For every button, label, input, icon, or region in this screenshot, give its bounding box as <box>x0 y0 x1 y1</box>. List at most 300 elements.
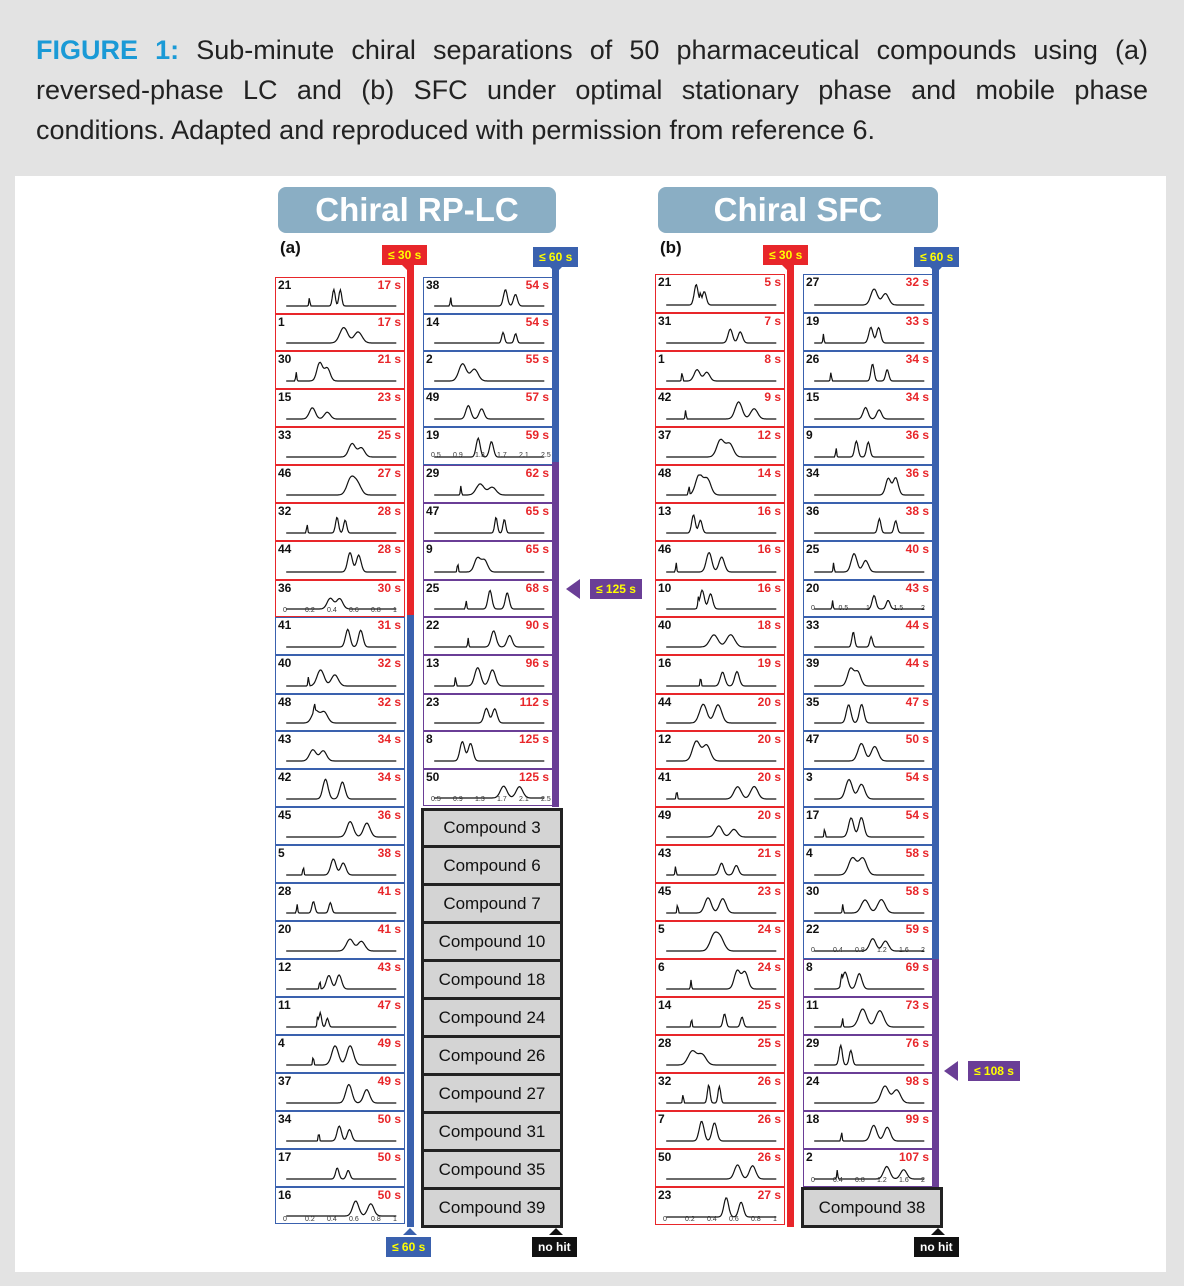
panel-b-col2-chromatogram-15 <box>803 389 933 427</box>
analysis-time: 20 s <box>757 732 781 746</box>
trace-line <box>286 859 396 875</box>
axis-tick-label: 0.6 <box>349 1216 359 1223</box>
analysis-time: 24 s <box>757 922 781 936</box>
analysis-time: 38 s <box>377 846 401 860</box>
analysis-time: 19 s <box>757 656 781 670</box>
trace-line <box>286 670 396 686</box>
panel-a-tag-30s-pointer <box>402 265 414 271</box>
compound-id: 19 <box>426 428 440 442</box>
analysis-time: 44 s <box>905 656 929 670</box>
trace-line <box>814 365 924 382</box>
compound-id: 47 <box>806 732 820 746</box>
analysis-time: 38 s <box>905 504 929 518</box>
compound-id: 50 <box>658 1150 672 1164</box>
analysis-time: 18 s <box>757 618 781 632</box>
analysis-time: 25 s <box>757 998 781 1012</box>
panel-a-no-hit-compound: Compound 3 <box>421 808 563 848</box>
analysis-time: 26 s <box>757 1150 781 1164</box>
compound-id: 22 <box>426 618 440 632</box>
panel-a-tag-30s: ≤ 30 s <box>382 245 427 265</box>
analysis-time: 98 s <box>905 1074 929 1088</box>
trace-line <box>434 631 544 647</box>
compound-id: 5 <box>278 846 285 860</box>
panel-b-60s-bar <box>932 262 939 959</box>
compound-id: 28 <box>278 884 292 898</box>
panel-a-col2-chromatogram-14 <box>423 314 553 351</box>
trace-line <box>666 402 776 419</box>
panel-a-col1-chromatogram-43 <box>275 731 405 769</box>
axis-tick-label: 0.9 <box>453 452 463 459</box>
trace-line <box>286 328 396 343</box>
panel-b-col2-chromatogram-34 <box>803 465 933 503</box>
axis-tick-label: 1.5 <box>893 605 904 612</box>
trace-line <box>286 902 396 913</box>
trace-line <box>666 635 776 647</box>
analysis-time: 32 s <box>905 275 929 289</box>
analysis-time: 43 s <box>905 581 929 595</box>
panel-a-no-hit-compound: Compound 24 <box>421 997 563 1038</box>
analysis-time: 41 s <box>377 922 401 936</box>
trace-line <box>814 668 924 686</box>
analysis-time: 58 s <box>905 884 929 898</box>
panel-b-col2-chromatogram-3 <box>803 769 933 807</box>
axis-tick-label: 1 <box>866 605 870 612</box>
panel-a-no-hit-compound: Compound 39 <box>421 1187 563 1228</box>
analysis-time: 17 s <box>377 315 401 329</box>
trace-line <box>814 289 924 305</box>
panel-b-col1-bottom-time-axis <box>655 1216 785 1228</box>
panel-a-tag-60s-top: ≤ 60 s <box>533 247 578 267</box>
compound-id: 1 <box>658 352 665 366</box>
panel-a-col2-chromatogram-29 <box>423 465 553 503</box>
analysis-time: 30 s <box>377 581 401 595</box>
analysis-time: 28 s <box>377 542 401 556</box>
trace-line <box>814 441 924 457</box>
compound-id: 31 <box>658 314 672 328</box>
compound-id: 46 <box>658 542 672 556</box>
trace-line <box>666 285 776 305</box>
trace-line <box>286 1126 396 1141</box>
panel-b-col2-chromatogram-29 <box>803 1035 933 1073</box>
panel-b-col1-chromatogram-7 <box>655 1111 785 1149</box>
panel-b-30s-bar <box>787 262 794 1227</box>
panel-a-col2-chromatogram-49 <box>423 389 553 427</box>
panel-b-tag-60s-top: ≤ 60 s <box>914 247 959 267</box>
panel-b-col2-chromatogram-18 <box>803 1111 933 1149</box>
compound-id: 37 <box>278 1074 292 1088</box>
analysis-time: 5 s <box>764 275 781 289</box>
axis-tick-label: 2.1 <box>519 452 529 459</box>
panel-b-col1-chromatogram-43 <box>655 845 785 883</box>
panel-a-tag-125s-pointer <box>566 579 580 599</box>
trace-line <box>434 290 544 306</box>
panel-a-no-hit-compound: Compound 7 <box>421 883 563 924</box>
figure-panel <box>15 176 1166 1272</box>
compound-id: 29 <box>426 466 440 480</box>
compound-id: 20 <box>278 922 292 936</box>
compound-id: 5 <box>658 922 665 936</box>
analysis-time: 27 s <box>377 466 401 480</box>
analysis-time: 26 s <box>757 1074 781 1088</box>
panel-b-col2-chromatogram-4 <box>803 845 933 883</box>
compound-id: 32 <box>658 1074 672 1088</box>
compound-id: 11 <box>278 998 291 1012</box>
panel-a-label: (a) <box>280 238 301 257</box>
axis-tick-label: 1.3 <box>475 452 485 459</box>
panel-a-col1-mid-time-axis <box>275 607 405 619</box>
compound-id: 44 <box>658 695 672 709</box>
panel-a-col1-chromatogram-46 <box>275 465 405 503</box>
axis-tick-label: 1.2 <box>877 1177 887 1184</box>
compound-id: 18 <box>806 1112 820 1126</box>
compound-id: 11 <box>806 998 819 1012</box>
panel-a-tag-60s-bottom: ≤ 60 s <box>386 1237 431 1257</box>
panel-b-col1-chromatogram-44 <box>655 694 785 731</box>
panel-a-title: Chiral RP-LC <box>278 187 556 233</box>
analysis-time: 57 s <box>525 390 549 404</box>
compound-id: 9 <box>426 542 433 556</box>
trace-line <box>286 1013 396 1027</box>
panel-a-col1-chromatogram-42 <box>275 769 405 807</box>
analysis-time: 69 s <box>905 960 929 974</box>
trace-line <box>286 822 396 837</box>
compound-id: 24 <box>806 1074 820 1088</box>
analysis-time: 36 s <box>377 808 401 822</box>
trace-line <box>286 408 396 419</box>
panel-a-col1-chromatogram-4 <box>275 1035 405 1073</box>
panel-a-col2-chromatogram-23 <box>423 694 553 731</box>
axis-tick-label: 0.8 <box>371 607 381 614</box>
panel-a-no-hit-compound: Compound 31 <box>421 1111 563 1152</box>
caption-text: Sub-minute chiral separations of 50 pharmaceutical compounds using (a) reversed-phase LC and (b) SFC under optimal stationary phase and mobile phase conditions. Adapted and reproduced with permission from reference 6. <box>36 35 1148 145</box>
analysis-time: 17 s <box>377 278 401 292</box>
trace-line <box>434 518 544 533</box>
compound-id: 2 <box>806 1150 813 1164</box>
analysis-time: 50 s <box>377 1112 401 1126</box>
panel-a-col1-chromatogram-33 <box>275 427 405 465</box>
analysis-time: 112 s <box>519 695 549 709</box>
analysis-time: 26 s <box>757 1112 781 1126</box>
panel-a-125s-bar <box>552 462 559 807</box>
panel-a-col1-chromatogram-44 <box>275 541 405 580</box>
compound-id: 47 <box>426 504 440 518</box>
compound-id: 42 <box>278 770 292 784</box>
axis-tick-label: 0 <box>811 1177 815 1184</box>
axis-tick-label: 2 <box>921 605 925 612</box>
panel-a-col1-bottom-time-axis <box>275 1216 405 1228</box>
panel-a-tag-60s-bottom-pointer <box>403 1228 417 1235</box>
analysis-time: 125 s <box>518 770 549 784</box>
compound-id: 49 <box>426 390 440 404</box>
axis-tick-label: 2 <box>921 1177 925 1184</box>
analysis-time: 7 s <box>764 314 781 328</box>
analysis-time: 20 s <box>757 770 781 784</box>
analysis-time: 55 s <box>525 352 549 366</box>
compound-id: 16 <box>658 656 672 670</box>
analysis-time: 54 s <box>525 278 549 292</box>
analysis-time: 21 s <box>757 846 781 860</box>
panel-a-no-hit-pointer <box>549 1228 563 1235</box>
trace-line <box>286 939 396 951</box>
compound-id: 45 <box>278 808 292 822</box>
compound-id: 8 <box>426 732 433 746</box>
panel-b-col1-chromatogram-1 <box>655 351 785 389</box>
compound-id: 34 <box>278 1112 292 1126</box>
panel-b-col2-chromatogram-11 <box>803 997 933 1035</box>
panel-b-col2-mid-time-axis <box>803 605 933 617</box>
analysis-time: 32 s <box>377 695 401 709</box>
trace-line <box>814 633 924 647</box>
axis-tick-label: 0 <box>811 947 815 954</box>
panel-a-60s-bar-col2 <box>552 262 559 462</box>
trace-line <box>814 1125 924 1141</box>
panel-b-col1-chromatogram-14 <box>655 997 785 1035</box>
compound-id: 36 <box>278 581 292 595</box>
panel-b-tag-no-hit: no hit <box>914 1237 959 1257</box>
analysis-time: 23 s <box>757 884 781 898</box>
panel-b-col2-upper-time-axis <box>803 947 933 959</box>
compound-id: 25 <box>806 542 820 556</box>
panel-a-60s-bar-col1 <box>407 615 414 1227</box>
panel-b-col1-chromatogram-10 <box>655 580 785 617</box>
compound-id: 41 <box>278 618 292 632</box>
panel-b-tag-108s: ≤ 108 s <box>968 1061 1020 1081</box>
trace-line <box>286 1168 396 1179</box>
compound-id: 6 <box>658 960 665 974</box>
panel-a-col2-bottom-time-axis <box>423 796 553 808</box>
panel-b-tag-30s: ≤ 30 s <box>763 245 808 265</box>
axis-tick-label: 1.6 <box>899 947 909 954</box>
compound-id: 39 <box>806 656 820 670</box>
panel-a-col2-chromatogram-2 <box>423 351 553 389</box>
trace-line <box>666 1014 776 1027</box>
compound-id: 21 <box>658 275 672 289</box>
compound-id: 30 <box>278 352 292 366</box>
analysis-time: 28 s <box>377 504 401 518</box>
panel-b-no-hit-pointer <box>931 1228 945 1235</box>
compound-id: 33 <box>806 618 820 632</box>
axis-tick-label: 0.2 <box>305 1216 315 1223</box>
analysis-time: 31 s <box>377 618 401 632</box>
analysis-time: 62 s <box>525 466 549 480</box>
compound-id: 15 <box>278 390 292 404</box>
compound-id: 10 <box>658 581 672 595</box>
trace-line <box>666 863 776 875</box>
compound-id: 33 <box>278 428 292 442</box>
trace-line <box>434 708 544 723</box>
panel-a-col1-chromatogram-34 <box>275 1111 405 1149</box>
panel-b-col1-chromatogram-16 <box>655 655 785 694</box>
compound-id: 30 <box>806 884 820 898</box>
panel-a-no-hit-compound: Compound 26 <box>421 1035 563 1076</box>
panel-b-no-hit-compound: Compound 38 <box>801 1187 943 1228</box>
panel-b-col2-chromatogram-27 <box>803 274 933 313</box>
analysis-time: 8 s <box>764 352 781 366</box>
compound-id: 35 <box>806 695 820 709</box>
panel-a-no-hit-compound: Compound 10 <box>421 921 563 962</box>
panel-a-col2-chromatogram-22 <box>423 617 553 655</box>
panel-a-col2-chromatogram-38 <box>423 277 553 314</box>
panel-b-col1-chromatogram-12 <box>655 731 785 769</box>
trace-line <box>666 329 776 343</box>
trace-line <box>814 858 924 876</box>
analysis-time: 34 s <box>377 770 401 784</box>
analysis-time: 16 s <box>757 581 781 595</box>
compound-id: 8 <box>806 960 813 974</box>
trace-line <box>666 1051 776 1065</box>
panel-b-col1-chromatogram-46 <box>655 541 785 580</box>
analysis-time: 76 s <box>905 1036 929 1050</box>
panel-a-col1-chromatogram-45 <box>275 807 405 845</box>
panel-b-col1-chromatogram-49 <box>655 807 785 845</box>
axis-tick-label: 2.5 <box>541 452 551 459</box>
analysis-time: 50 s <box>377 1150 401 1164</box>
panel-a-col1-chromatogram-32 <box>275 503 405 541</box>
compound-id: 21 <box>278 278 292 292</box>
panel-a-col1-chromatogram-5 <box>275 845 405 883</box>
analysis-time: 50 s <box>377 1188 401 1202</box>
axis-tick-label: 1 <box>393 1216 397 1223</box>
analysis-time: 65 s <box>525 504 549 518</box>
axis-tick-label: 0.6 <box>729 1216 739 1223</box>
axis-tick-label: 0.4 <box>327 1216 337 1223</box>
panel-a-col1-chromatogram-1 <box>275 314 405 351</box>
compound-id: 12 <box>278 960 292 974</box>
analysis-time: 47 s <box>905 695 929 709</box>
analysis-time: 54 s <box>525 315 549 329</box>
analysis-time: 73 s <box>905 998 929 1012</box>
panel-a-30s-bar <box>407 262 414 615</box>
axis-tick-label: 0.5 <box>838 605 849 612</box>
axis-tick-label: 0.4 <box>833 947 843 954</box>
compound-id: 27 <box>806 275 820 289</box>
analysis-time: 23 s <box>377 390 401 404</box>
panel-b-col1-chromatogram-42 <box>655 389 785 427</box>
analysis-time: 49 s <box>377 1036 401 1050</box>
trace-line <box>286 1201 396 1216</box>
panel-a-no-hit-compound: Compound 27 <box>421 1073 563 1114</box>
analysis-time: 25 s <box>377 428 401 442</box>
compound-id: 38 <box>426 278 440 292</box>
compound-id: 40 <box>278 656 292 670</box>
panel-a-col1-chromatogram-17 <box>275 1149 405 1187</box>
axis-tick-label: 0.9 <box>453 796 463 803</box>
analysis-time: 12 s <box>757 428 781 442</box>
compound-id: 43 <box>658 846 672 860</box>
panel-a-col1-chromatogram-11 <box>275 997 405 1035</box>
panel-b-col1-chromatogram-28 <box>655 1035 785 1073</box>
analysis-time: 58 s <box>905 846 929 860</box>
compound-id: 4 <box>278 1036 285 1050</box>
panel-b-col1-chromatogram-48 <box>655 465 785 503</box>
panel-b-col2-chromatogram-24 <box>803 1073 933 1111</box>
panel-a-tag-125s: ≤ 125 s <box>590 579 642 599</box>
panel-b-col2-chromatogram-39 <box>803 655 933 694</box>
panel-b-col1-chromatogram-50 <box>655 1149 785 1187</box>
compound-id: 42 <box>658 390 672 404</box>
panel-a-tag-60s-pointer <box>550 267 562 273</box>
analysis-time: 16 s <box>757 504 781 518</box>
compound-id: 1 <box>278 315 285 329</box>
analysis-time: 36 s <box>905 428 929 442</box>
panel-b-label: (b) <box>660 238 682 257</box>
compound-id: 4 <box>806 846 813 860</box>
analysis-time: 21 s <box>377 352 401 366</box>
compound-id: 25 <box>426 581 440 595</box>
trace-line <box>814 554 924 572</box>
analysis-time: 41 s <box>377 884 401 898</box>
panel-a-col1-chromatogram-21 <box>275 277 405 314</box>
analysis-time: 34 s <box>905 352 929 366</box>
compound-id: 26 <box>806 352 820 366</box>
axis-tick-label: 1.7 <box>497 452 507 459</box>
compound-id: 28 <box>658 1036 672 1050</box>
panel-b-col2-chromatogram-33 <box>803 617 933 655</box>
analysis-time: 54 s <box>905 770 929 784</box>
axis-tick-label: 0.2 <box>305 607 315 614</box>
compound-id: 20 <box>806 581 820 595</box>
compound-id: 41 <box>658 770 672 784</box>
analysis-time: 44 s <box>905 618 929 632</box>
trace-line <box>434 364 544 381</box>
compound-id: 36 <box>806 504 820 518</box>
panel-b-col1-chromatogram-32 <box>655 1073 785 1111</box>
trace-line <box>666 898 776 913</box>
axis-tick-label: 0.2 <box>685 1216 695 1223</box>
trace-line <box>814 744 924 761</box>
panel-b-col2-chromatogram-30 <box>803 883 933 921</box>
axis-tick-label: 0.8 <box>855 1177 865 1184</box>
compound-id: 48 <box>658 466 672 480</box>
panel-b-col2-chromatogram-8 <box>803 959 933 997</box>
compound-id: 3 <box>806 770 813 784</box>
trace-line <box>814 1086 924 1103</box>
panel-b-col1-chromatogram-13 <box>655 503 785 541</box>
figure-label: FIGURE 1: <box>36 35 180 65</box>
trace-line <box>286 443 396 457</box>
compound-id: 40 <box>658 618 672 632</box>
panel-b-col1-chromatogram-5 <box>655 921 785 959</box>
compound-id: 13 <box>658 504 672 518</box>
trace-line <box>666 672 776 686</box>
panel-a-no-hit-compound: Compound 6 <box>421 845 563 886</box>
panel-a-col2-chromatogram-8 <box>423 731 553 769</box>
trace-line <box>286 518 396 533</box>
panel-b-col2-chromatogram-19 <box>803 313 933 351</box>
analysis-time: 20 s <box>757 808 781 822</box>
panel-a-col1-chromatogram-28 <box>275 883 405 921</box>
axis-tick-label: 0.8 <box>855 947 865 954</box>
trace-line <box>666 370 776 381</box>
panel-a-col1-chromatogram-41 <box>275 617 405 655</box>
analysis-time: 54 s <box>905 808 929 822</box>
analysis-time: 125 s <box>518 732 549 746</box>
compound-id: 29 <box>806 1036 820 1050</box>
panel-b-col2-chromatogram-35 <box>803 694 933 731</box>
panel-a-col2-chromatogram-9 <box>423 541 553 580</box>
compound-id: 14 <box>658 998 672 1012</box>
compound-id: 45 <box>658 884 672 898</box>
analysis-time: 33 s <box>905 314 929 328</box>
trace-line <box>814 900 924 913</box>
analysis-time: 9 s <box>764 390 781 404</box>
compound-id: 44 <box>278 542 292 556</box>
panel-a-col2-chromatogram-47 <box>423 503 553 541</box>
analysis-time: 99 s <box>905 1112 929 1126</box>
compound-id: 23 <box>658 1188 672 1202</box>
axis-tick-label: 0.5 <box>431 796 441 803</box>
panel-a-col2-mid-time-axis <box>423 452 553 464</box>
